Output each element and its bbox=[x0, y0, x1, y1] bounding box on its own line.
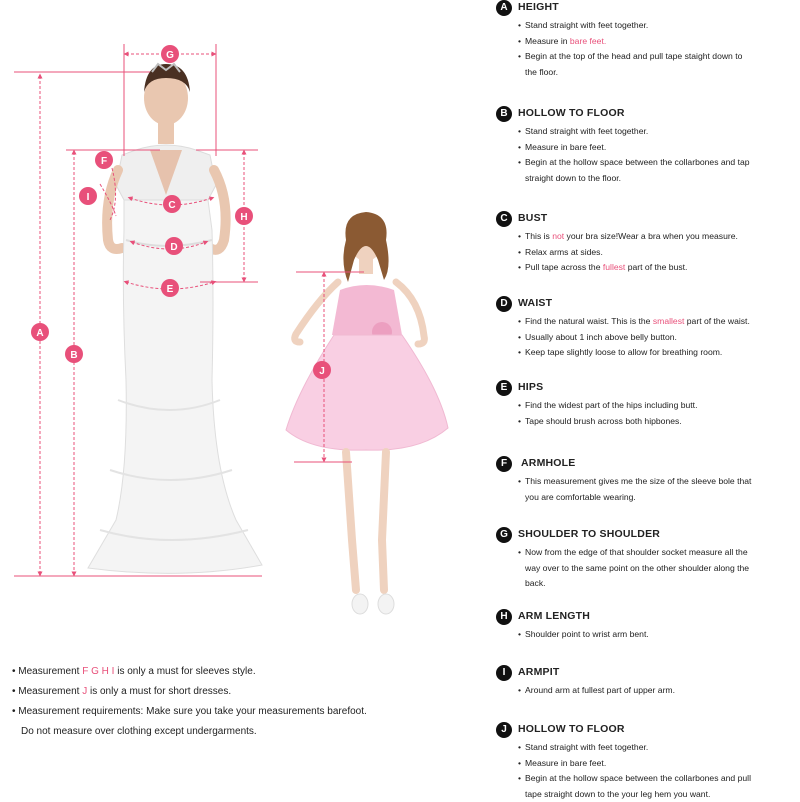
guide-line: tape straight down to the your leg hem you want. bbox=[518, 787, 790, 802]
badge-d-label: D bbox=[170, 242, 177, 253]
guide-line: straight down to the floor. bbox=[518, 171, 790, 187]
guide-line: • Now from the edge of that shoulder socket measure all the bbox=[518, 545, 790, 561]
guide-text: part of the bust. bbox=[625, 262, 687, 272]
badge-g bbox=[161, 45, 179, 63]
guide-line: • Shoulder point to wrist arm bent. bbox=[518, 627, 790, 643]
guide-line bbox=[518, 229, 790, 245]
guide-line: • Relax arms at sides. bbox=[518, 245, 790, 261]
guide-text: This is bbox=[525, 231, 552, 241]
guide-line: • Begin at the hollow space between the collarbones and tap bbox=[518, 155, 790, 171]
guide-line: • Usually about 1 inch above belly button. bbox=[518, 330, 790, 346]
guide-line bbox=[518, 260, 790, 276]
badge-e-label: E bbox=[167, 284, 174, 295]
badge-b-label: B bbox=[70, 350, 77, 361]
badge-h bbox=[235, 207, 253, 225]
badge-a-icon: A bbox=[496, 0, 512, 16]
badge-f-icon: F bbox=[496, 456, 512, 472]
guide-title-bust: BUST bbox=[518, 212, 547, 224]
note-sleeves-post: is only a must for sleeves style. bbox=[117, 666, 255, 677]
guide-title-shoulder-to-shoulder: SHOULDER TO SHOULDER bbox=[518, 528, 660, 540]
guide-line: • Keep tape slightly loose to allow for breathing room. bbox=[518, 345, 790, 361]
guide-line: • Measure in bare feet. bbox=[518, 140, 790, 156]
measurement-illustration bbox=[0, 0, 480, 640]
badge-b bbox=[65, 345, 83, 363]
guide-line: • Measure in bare feet. bbox=[518, 756, 790, 772]
guide-line: way over to the same point on the other shoulder along the bbox=[518, 561, 790, 577]
guide-line: • Begin at the top of the head and pull tape staight down to bbox=[518, 49, 790, 65]
note-short-pre: • Measurement bbox=[12, 686, 79, 697]
guide-highlight: not bbox=[552, 231, 564, 241]
note-letter-f: F bbox=[82, 666, 88, 677]
guide-text: Pull tape across the bbox=[525, 262, 603, 272]
badge-f-label: F bbox=[101, 156, 107, 167]
guide-title-waist: WAIST bbox=[518, 297, 552, 309]
note-letter-j: J bbox=[82, 686, 87, 697]
badge-g-label: G bbox=[166, 50, 174, 61]
note-requirements: • Measurement requirements: Make sure you take your measurements barefoot. bbox=[12, 702, 432, 722]
guide-line: • Find the widest part of the hips including butt. bbox=[518, 398, 790, 414]
badge-d-icon: D bbox=[496, 296, 512, 312]
guide-text: Measure in bbox=[525, 36, 570, 46]
badge-h-icon: H bbox=[496, 609, 512, 625]
guide-line: you are comfortable wearing. bbox=[518, 490, 790, 506]
guide-line: • Tape should brush across both hipbones. bbox=[518, 414, 790, 430]
badge-c-label: C bbox=[168, 200, 175, 211]
badge-e-icon: E bbox=[496, 380, 512, 396]
badge-a bbox=[31, 323, 49, 341]
badge-j-label: J bbox=[319, 366, 325, 377]
badge-a-label: A bbox=[36, 328, 43, 339]
badge-d bbox=[165, 237, 183, 255]
guide-line: • Stand straight with feet together. bbox=[518, 740, 790, 756]
badge-e bbox=[161, 279, 179, 297]
badge-c-icon: C bbox=[496, 211, 512, 227]
badge-c bbox=[163, 195, 181, 213]
guide-title-hollow-to-hem: HOLLOW TO FLOOR bbox=[518, 723, 625, 735]
guide-highlight: smallest bbox=[653, 316, 685, 326]
guide-text: your bra size!Wear a bra when you measure. bbox=[564, 231, 738, 241]
badge-b-icon: B bbox=[496, 106, 512, 122]
guide-title-arm-length: ARM LENGTH bbox=[518, 610, 590, 622]
note-undergarments: Do not measure over clothing except undergarments. bbox=[12, 722, 432, 742]
badge-h-label: H bbox=[240, 212, 247, 223]
guide-highlight: bare feet. bbox=[570, 36, 606, 46]
guide-line bbox=[518, 34, 790, 50]
guide-line bbox=[518, 314, 790, 330]
guide-text: Find the natural waist. This is the bbox=[525, 316, 653, 326]
bride-figure bbox=[88, 64, 262, 573]
guide-line: • Stand straight with feet together. bbox=[518, 18, 790, 34]
guide-line: • Stand straight with feet together. bbox=[518, 124, 790, 140]
note-letter-g: G bbox=[91, 666, 99, 677]
guide-title-height: HEIGHT bbox=[518, 1, 559, 13]
guide-line: • This measurement gives me the size of the sleeve bole that bbox=[518, 474, 790, 490]
note-short-post: is only a must for short dresses. bbox=[90, 686, 231, 697]
badge-j bbox=[313, 361, 331, 379]
measurement-notes bbox=[12, 662, 432, 742]
badge-f bbox=[95, 151, 113, 169]
guide-title-hips: HIPS bbox=[518, 381, 543, 393]
badge-g-icon: G bbox=[496, 527, 512, 543]
guide-line: • Begin at the hollow space between the collarbones and pull bbox=[518, 771, 790, 787]
guide-title-armpit: ARMPIT bbox=[518, 666, 559, 678]
guide-line: the floor. bbox=[518, 65, 790, 81]
guide-title-armhole: ARMHOLE bbox=[521, 457, 575, 469]
guide-line: • Around arm at fullest part of upper arm. bbox=[518, 683, 790, 699]
note-sleeves bbox=[12, 662, 432, 682]
note-letter-h: H bbox=[102, 666, 109, 677]
badge-i-label: I bbox=[87, 192, 90, 203]
guide-title-hollow-to-floor: HOLLOW TO FLOOR bbox=[518, 107, 625, 119]
badge-i-icon: I bbox=[496, 665, 512, 681]
badge-i bbox=[79, 187, 97, 205]
guide-text: part of the waist. bbox=[684, 316, 749, 326]
guide-line: back. bbox=[518, 576, 790, 592]
note-short-dresses bbox=[12, 682, 432, 702]
note-sleeves-pre: • Measurement bbox=[12, 666, 79, 677]
note-letter-i: I bbox=[112, 666, 115, 677]
badge-j-icon: J bbox=[496, 722, 512, 738]
guide-highlight: fullest bbox=[603, 262, 625, 272]
